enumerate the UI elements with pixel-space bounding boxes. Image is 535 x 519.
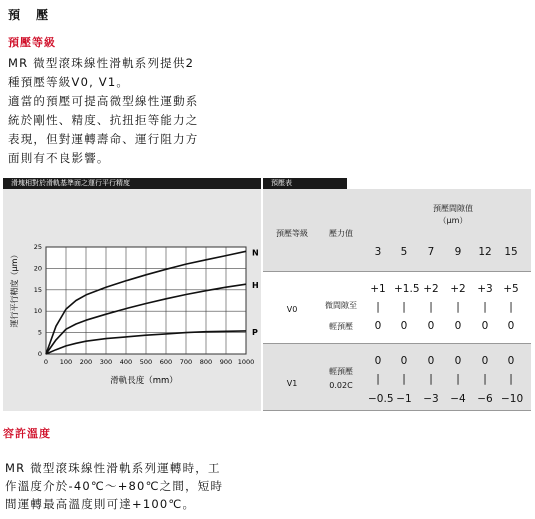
v1-range-bar: |: [509, 373, 513, 385]
x-tick-label: 200: [79, 358, 93, 366]
x-tick-label: 700: [179, 358, 193, 366]
temperature-paragraph: [5, 459, 223, 513]
v1-upper-value: 0: [427, 355, 435, 367]
row-force-v1-sub: 0.02C: [329, 381, 353, 390]
v0-lower-value: 0: [427, 320, 435, 332]
v0-lower-value: 0: [507, 320, 515, 332]
y-tick-label: 0: [37, 350, 42, 358]
row-force-v0: 微間隙至: [325, 301, 357, 310]
row-force-v0-sub: 輕預壓: [329, 322, 353, 331]
size-header: 9: [454, 246, 462, 258]
x-tick-label: 300: [99, 358, 113, 366]
series-label-n: N: [252, 248, 259, 258]
v1-upper-value: 0: [400, 355, 408, 367]
intro-line: MR 微型滾珠線性滑軌系列提供2: [8, 56, 195, 70]
v1-upper-value: 0: [481, 355, 489, 367]
v1-lower-value: −10: [501, 393, 524, 405]
series-label-p: P: [252, 327, 258, 337]
section-title: 預 壓: [8, 8, 55, 22]
temperature-line: 作溫度介於-40℃～+80℃之間，短時: [5, 479, 224, 493]
x-axis-label: 滑軌長度（mm）: [110, 376, 178, 386]
v0-range-bar: |: [402, 301, 406, 313]
row-force-v1: 輕預壓: [329, 367, 353, 376]
v1-upper-value: 0: [507, 355, 515, 367]
v0-range-bar: |: [376, 301, 380, 313]
v1-lower-value: −3: [423, 393, 439, 405]
intro-line: 適當的預壓可提高微型線性運動系: [8, 94, 199, 108]
size-header: 12: [478, 246, 492, 258]
col-force-header: 壓力值: [329, 229, 353, 238]
col-clearance-unit: （μm）: [438, 216, 468, 225]
col-clearance-header: 預壓間隙值: [433, 204, 473, 213]
col-grade-header: 預壓等級: [276, 229, 308, 238]
temperature-line: MR 微型滾珠線性滑軌系列運轉時，工: [5, 461, 221, 475]
intro-line: 表現，但對運轉壽命、運行阻力方: [8, 132, 199, 146]
size-header: 15: [504, 246, 518, 258]
v0-upper-value: +1.5: [394, 283, 420, 295]
accuracy-chart: [3, 189, 261, 411]
table-divider: [263, 343, 531, 344]
chart-panel-header: 滑塊相對於滑軌基準面之運行平行精度: [3, 178, 261, 189]
x-tick-label: 0: [43, 358, 49, 366]
size-header: 5: [400, 246, 408, 258]
y-tick-label: 15: [33, 285, 42, 294]
x-tick-label: 800: [199, 358, 213, 366]
v1-lower-value: −0.5: [368, 393, 394, 405]
v0-upper-value: +3: [477, 283, 493, 295]
v0-upper-value: +5: [503, 283, 519, 295]
intro-line: 面則有不良影響。: [8, 151, 110, 165]
v1-range-bar: |: [456, 373, 460, 385]
v1-lower-value: −6: [477, 393, 493, 405]
x-tick-label: 1000: [237, 358, 255, 366]
y-tick-label: 20: [33, 264, 42, 273]
v0-lower-value: 0: [481, 320, 489, 332]
size-header: 7: [427, 246, 435, 258]
intro-line: 統於剛性、精度、抗扭拒等能力之: [8, 113, 199, 127]
v1-upper-value: 0: [374, 355, 382, 367]
intro-line: 種預壓等級V0, V1。: [8, 75, 130, 89]
x-tick-label: 400: [119, 358, 133, 366]
y-axis-label: 運行平行精度（μm）: [10, 250, 19, 328]
x-tick-label: 900: [219, 358, 233, 366]
v0-upper-value: +1: [370, 283, 386, 295]
v1-range-bar: |: [483, 373, 487, 385]
v1-range-bar: |: [429, 373, 433, 385]
chart-panel: [3, 189, 261, 411]
y-tick-label: 25: [33, 243, 42, 251]
preload-grade-heading: 預壓等級: [8, 36, 56, 49]
v1-lower-value: −4: [450, 393, 466, 405]
v0-lower-value: 0: [454, 320, 462, 332]
series-label-h: H: [252, 281, 259, 291]
row-grade-v0: V0: [286, 305, 298, 314]
y-tick-label: 5: [37, 328, 42, 337]
v0-lower-value: 0: [374, 320, 382, 332]
v0-lower-value: 0: [400, 320, 408, 332]
v0-upper-value: +2: [423, 283, 439, 295]
v0-range-bar: |: [456, 301, 460, 313]
y-tick-label: 10: [33, 307, 42, 316]
v1-lower-value: −1: [396, 393, 412, 405]
table-divider: [263, 271, 531, 272]
size-header: 3: [374, 246, 382, 258]
v0-upper-value: +2: [450, 283, 466, 295]
intro-paragraph: [8, 54, 199, 168]
v1-range-bar: |: [402, 373, 406, 385]
v0-range-bar: |: [509, 301, 513, 313]
v1-range-bar: |: [376, 373, 380, 385]
x-tick-label: 100: [59, 358, 73, 366]
v0-range-bar: |: [483, 301, 487, 313]
table-divider: [263, 410, 531, 411]
v0-range-bar: |: [429, 301, 433, 313]
temperature-line: 間運轉最高溫度則可達+100℃。: [5, 497, 196, 511]
row-grade-v1: V1: [286, 379, 298, 388]
v1-upper-value: 0: [454, 355, 462, 367]
x-tick-label: 500: [139, 358, 153, 366]
table-panel-header: 預壓表: [263, 178, 347, 189]
x-tick-label: 600: [159, 358, 173, 366]
temperature-heading: 容許溫度: [3, 427, 51, 440]
